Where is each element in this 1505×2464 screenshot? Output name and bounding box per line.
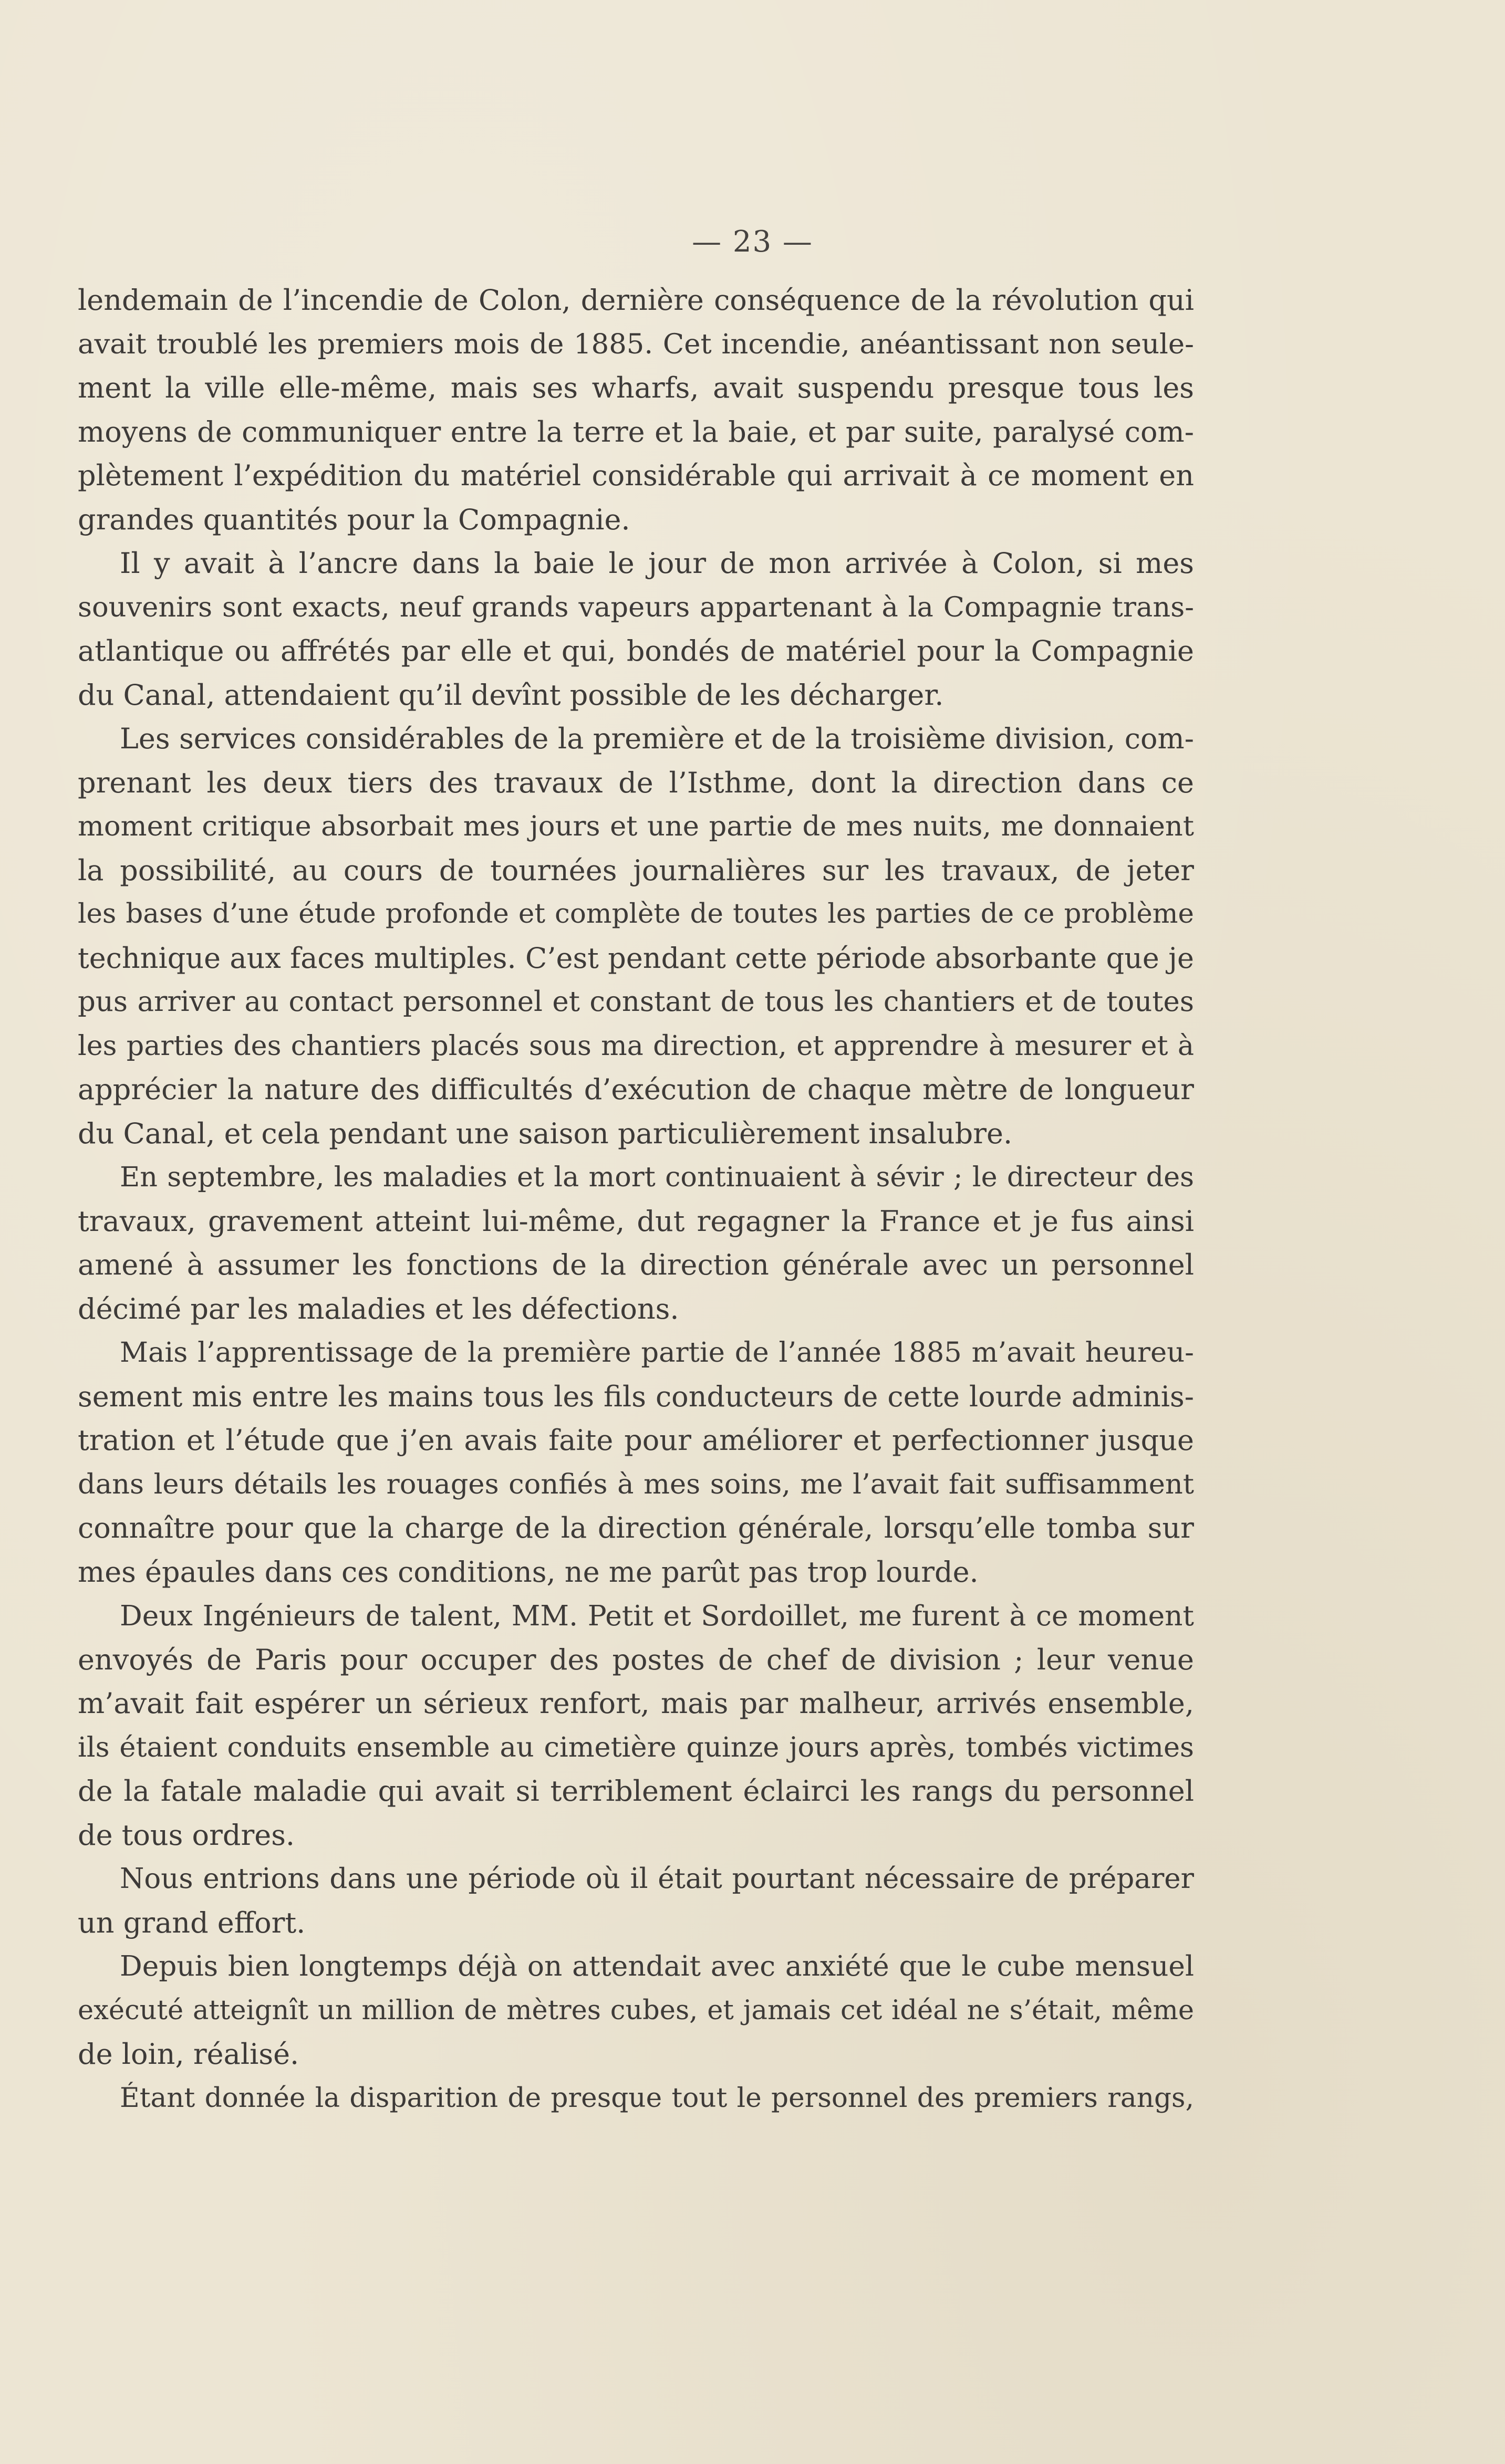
text-line: amené à assumer les fonctions de la direction générale avec un personnel [78,1248,1194,1281]
text-line: plètement l’expédition du matériel considérable qui arrivait à ce moment en [78,459,1194,492]
text-line: Étant donnée la disparition de presque tout le personnel des premiers rangs, [120,2082,1194,2114]
page-number: — 23 — [692,225,813,259]
body-text [78,278,1194,2120]
text-line: les parties des chantiers placés sous ma direction, et apprendre à mesurer et à [78,1029,1194,1062]
text-line: de tous ordres. [78,1818,295,1852]
text-line: travaux, gravement atteint lui-même, dut regagner la France et je fus ainsi [78,1204,1194,1238]
text-line: sement mis entre les mains tous les fils conducteurs de cette lourde adminis- [78,1380,1194,1413]
text-line: prenant les deux tiers des travaux de l’Isthme, dont la direction dans ce [78,766,1194,799]
text-line: du Canal, attendaient qu’il devînt possible de les décharger. [78,678,944,712]
text-line: dans leurs détails les rouages confiés à mes soins, me l’avait fait suffisamment [78,1468,1194,1500]
text-line: envoyés de Paris pour occuper des postes de chef de division ; leur venue [78,1643,1194,1676]
text-line: grandes quantités pour la Compagnie. [78,503,630,536]
text-line: souvenirs sont exacts, neuf grands vapeurs appartenant à la Compagnie trans- [78,591,1194,623]
text-line: Deux Ingénieurs de talent, MM. Petit et Sordoillet, me furent à ce moment [120,1599,1194,1632]
text-line: Les services considérables de la première et de la troisième division, com- [120,722,1194,755]
text-line: pus arriver au contact personnel et constant de tous les chantiers et de toutes [78,986,1194,1018]
text-line: Il y avait à l’ancre dans la baie le jour de mon arrivée à Colon, si mes [120,547,1194,580]
text-line: Mais l’apprentissage de la première partie de l’année 1885 m’avait heureu- [120,1337,1194,1369]
text-line: Nous entrions dans une période où il était pourtant nécessaire de préparer [120,1862,1194,1895]
text-line: ment la ville elle-même, mais ses wharfs, avait suspendu presque tous les [78,371,1194,404]
text-line: technique aux faces multiples. C’est pendant cette période absorbante que je [78,941,1194,975]
text-line: Depuis bien longtemps déjà on attendait avec anxiété que le cube mensuel [120,1950,1194,1982]
text-line: du Canal, et cela pendant une saison particulièrement insalubre. [78,1116,1013,1150]
text-line: atlantique ou affrétés par elle et qui, bondés de matériel pour la Compagnie [78,634,1194,667]
text-line: moment critique absorbait mes jours et une partie de mes nuits, me donnaient [78,810,1194,842]
text-line: mes épaules dans ces conditions, ne me parût pas trop lourde. [78,1555,979,1589]
text-line: un grand effort. [78,1906,306,1939]
text-line: de la fatale maladie qui avait si terriblement éclairci les rangs du personnel [78,1774,1194,1808]
text-line: En septembre, les maladies et la mort continuaient à sévir ; le directeur des [120,1161,1194,1193]
text-line: avait troublé les premiers mois de 1885. Cet incendie, anéantissant non seule- [78,328,1194,360]
text-line: ils étaient conduits ensemble au cimetière quinze jours après, tombés victimes [78,1731,1194,1763]
text-line: tration et l’étude que j’en avais faite pour améliorer et perfectionner jusque [78,1424,1194,1457]
text-line: la possibilité, au cours de tournées journalières sur les travaux, de jeter [78,853,1194,887]
text-line: de loin, réalisé. [78,2038,299,2071]
text-line: moyens de communiquer entre la terre et la baie, et par suite, paralysé com- [78,415,1194,448]
text-line: apprécier la nature des difficultés d’exécution de chaque mètre de longueur [78,1073,1194,1106]
text-line: lendemain de l’incendie de Colon, dernière conséquence de la révolution qui [78,284,1194,317]
text-line: décimé par les maladies et les défections. [78,1292,679,1325]
text-line: exécuté atteignît un million de mètres cubes, et jamais cet idéal ne s’était, même [78,1995,1194,2026]
text-line: m’avait fait espérer un sérieux renfort, mais par malheur, arrivés ensemble, [78,1687,1194,1720]
text-line: les bases d’une étude profonde et complète de toutes les parties de ce problème [78,898,1194,930]
text-line: connaître pour que la charge de la direction générale, lorsqu’elle tomba sur [78,1511,1194,1544]
